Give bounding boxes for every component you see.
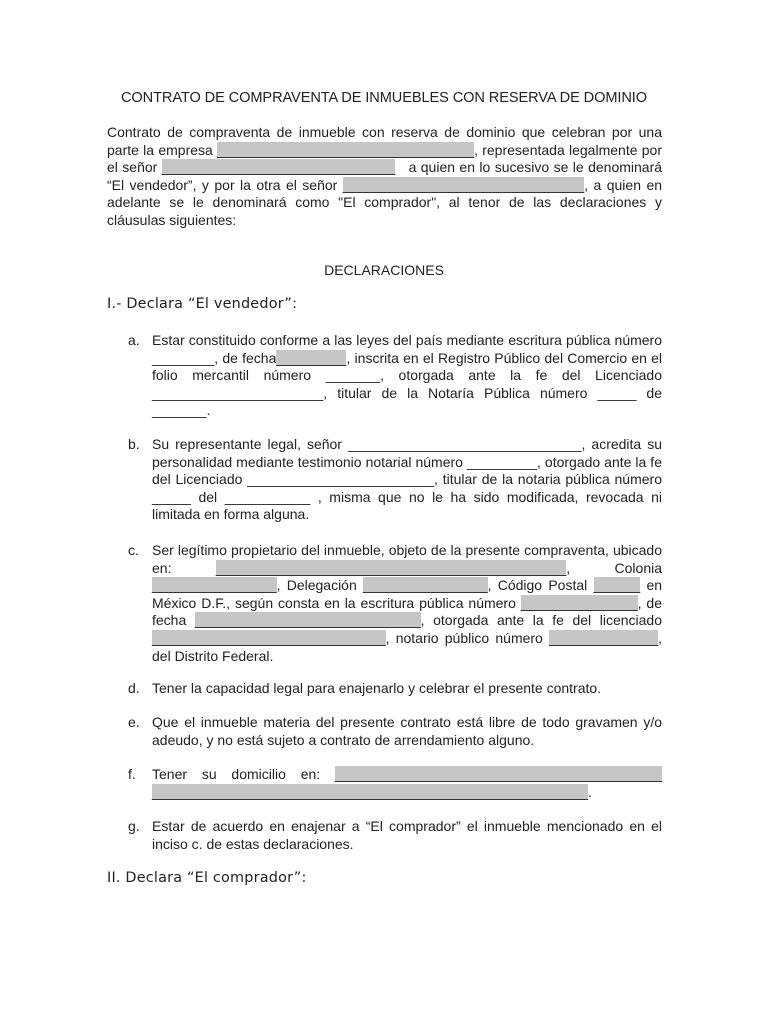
intro-text-1: Contrato de compraventa de inmueble con reserva de dominio que celebran por una parte la empresa — [107, 124, 662, 158]
item-body: Su representante legal, señor ______________________________, acredita su personalidad mediante testimonio notarial número _________, otorgado ante la fe del Licenciado ________________________, titular de la notaria pública número _____ del ___________ , misma que no le ha sido modificada, revocada ni limitada en forma alguna. — [152, 436, 662, 523]
item-text: Ser legítimo propietario del inmueble, objeto de la presente compraventa, ubicado en: — [152, 542, 662, 576]
intro-text-2: , representada legalmente por el señor — [107, 141, 662, 176]
postal-code-blank: ______ — [593, 577, 641, 594]
intro-text-4: , a quien en adelante se le denominará como "El comprador", al tenor de las declaraciones y cláusulas siguientes: — [107, 176, 663, 228]
item-text: Estar constituido conforme a las leyes del país mediante escritura pública número ________, de fecha — [152, 332, 662, 366]
item-text: en México D.F., según consta en la escritura pública número — [152, 577, 663, 611]
item-letter: f. — [128, 766, 136, 782]
item-text: . — [588, 783, 592, 800]
domicile-blank-1: __________________________________________ — [334, 766, 662, 782]
item-body: Que el inmueble materia del presente contrato está libre de todo gravamen y/o adeudo, y no está sujeto a contrato de arrendamiento alguno. — [152, 714, 662, 748]
item-body — [152, 766, 662, 801]
item-text: , Colonia — [566, 559, 662, 576]
notary-number-blank: ______________ — [549, 629, 659, 646]
intro-paragraph — [107, 124, 662, 230]
seller-rep-blank: ______________________________ — [161, 159, 396, 176]
deed-date-blank: _____________________________ — [194, 612, 421, 629]
buyer-name-blank: _______________________________ — [342, 176, 585, 193]
item-text: , notario público número — [385, 629, 543, 646]
declarations-heading: DECLARACIONES — [324, 262, 444, 278]
item-body: Estar de acuerdo en enajenar a “El comprador” el inmueble mencionado en el inciso c. de estas declaraciones. — [152, 818, 662, 852]
section-buyer-heading: II. Declara “El comprador”: — [107, 870, 307, 886]
deed-number-blank: _______________ — [520, 594, 638, 611]
item-text: , del Distrito Federal. — [152, 629, 663, 664]
date-blank: _________ — [276, 349, 347, 366]
address-blank: _____________________________________________ — [215, 559, 567, 576]
section-seller-heading: I.- Declara “El vendedor”: — [107, 296, 298, 312]
item-text: , Delegación — [276, 577, 357, 594]
item-text: , de fecha — [152, 594, 663, 629]
item-letter: a. — [128, 332, 140, 348]
item-letter: g. — [128, 818, 140, 834]
intro-text-3: a quien en lo sucesivo se le denominará “El vendedor”, y por la otra el señor — [107, 159, 663, 193]
item-body: Tener la capacidad legal para enajenarlo y celebrar el presente contrato. — [152, 680, 602, 696]
company-name-blank: _________________________________ — [217, 141, 475, 158]
notary-name-blank: ______________________________ — [152, 629, 386, 646]
item-letter: e. — [128, 714, 140, 730]
item-text: Tener su domicilio en: — [152, 766, 321, 782]
domicile-blank-2: ________________________________________________________ — [152, 783, 589, 800]
item-letter: b. — [128, 436, 140, 452]
item-body — [152, 332, 662, 420]
colonia-blank: ________________ — [152, 577, 277, 594]
item-letter: c. — [128, 542, 139, 558]
item-body — [152, 542, 662, 665]
item-text: , Código Postal — [487, 577, 588, 594]
item-letter: d. — [128, 680, 140, 696]
item-text: , otorgada ante la fe del licenciado — [420, 612, 662, 629]
delegacion-blank: ________________ — [363, 577, 488, 594]
document-title: CONTRATO DE COMPRAVENTA DE INMUEBLES CON RESERVA DE DOMINIO — [120, 90, 648, 106]
item-text: , inscrita en el Registro Público del Comercio en el folio mercantil número _______, otorgada ante la fe del Licenciado ______________________, titular de la Notaría Pública número _____ de _______. — [152, 349, 663, 419]
